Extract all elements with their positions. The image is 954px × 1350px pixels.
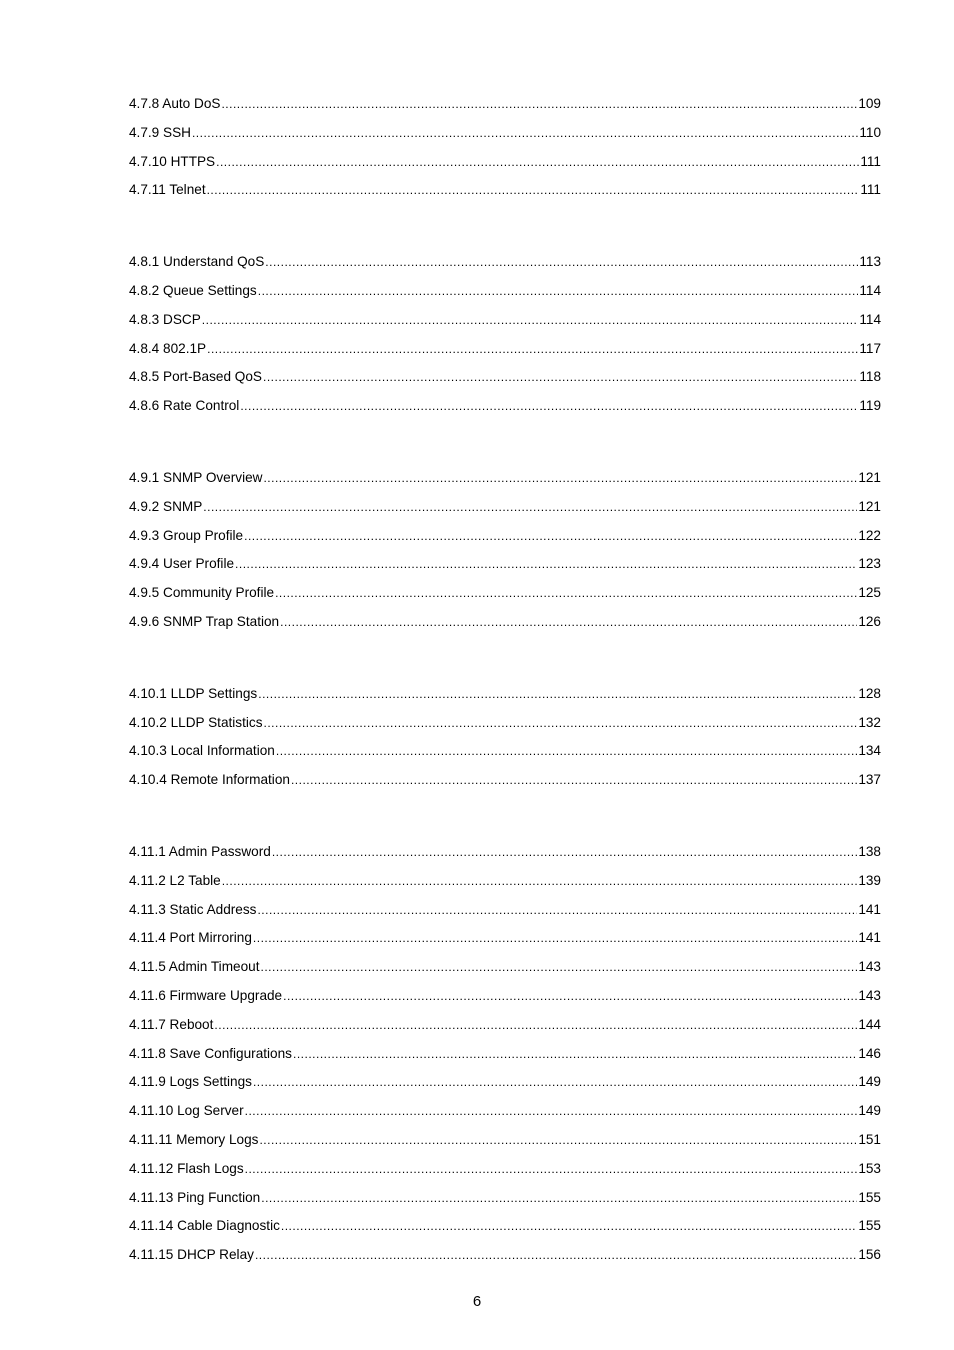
toc-entry-title: 4.11.3 Static Address [129,901,257,917]
toc-entry[interactable] [129,1215,881,1244]
toc-entry-title: 4.9.5 Community Profile [129,585,275,601]
toc-entry-title: 4.11.5 Admin Timeout [129,959,260,975]
toc-dot-leader [244,526,857,547]
toc-entry-title: 4.7.10 HTTPS [129,153,216,169]
toc-entry-title: 4.8.3 DSCP [129,311,201,327]
toc-section [129,467,881,640]
toc-dot-leader [260,957,857,978]
toc-entry[interactable] [129,395,881,424]
toc-entry-page: 111 [860,182,881,198]
toc-dot-leader [207,339,858,360]
toc-section [129,841,881,1273]
toc-entry[interactable] [129,366,881,395]
toc-dot-leader [263,468,857,489]
toc-dot-leader [222,871,858,892]
toc-entry[interactable] [129,1100,881,1129]
toc-entry[interactable] [129,467,881,496]
toc-entry[interactable] [129,151,881,180]
toc-entry-title: 4.11.15 DHCP Relay [129,1247,254,1263]
toc-entry-title: 4.11.7 Reboot [129,1016,214,1032]
toc-entry-page: 149 [858,1074,881,1090]
toc-entry[interactable] [129,927,881,956]
toc-entry-page: 114 [859,311,881,327]
toc-entry-title: 4.11.1 Admin Password [129,843,271,859]
toc-dot-leader [221,94,857,115]
toc-dot-leader [235,554,857,575]
toc-dot-leader [276,741,857,762]
toc-dot-leader [240,396,858,417]
toc-entry-page: 144 [858,1016,881,1032]
toc-entry-page: 143 [858,959,881,975]
toc-dot-leader [214,1015,857,1036]
toc-entry-page: 109 [858,96,881,111]
toc-entry-page: 139 [858,872,881,888]
toc-entry-title: 4.11.6 Firmware Upgrade [129,987,283,1003]
toc-dot-leader [259,1130,857,1151]
toc-entry-page: 146 [858,1045,881,1061]
toc-entry[interactable] [129,899,881,928]
toc-entry-title: 4.8.5 Port-Based QoS [129,369,262,385]
toc-entry-title: 4.9.3 Group Profile [129,527,244,543]
toc-dot-leader [258,684,857,705]
toc-entry-title: 4.10.1 LLDP Settings [129,685,258,701]
toc-entry[interactable] [129,870,881,899]
table-of-contents [129,93,881,1273]
toc-entry-title: 4.7.8 Auto DoS [129,96,221,111]
toc-entry-page: 149 [858,1103,881,1119]
toc-dot-leader [293,1044,857,1065]
toc-dot-leader [272,842,858,863]
toc-entry-page: 125 [858,585,881,601]
toc-dot-leader [202,310,859,331]
toc-dot-leader [275,583,857,604]
toc-entry-page: 123 [858,556,881,572]
toc-entry[interactable] [129,1129,881,1158]
toc-entry-title: 4.11.9 Logs Settings [129,1074,252,1090]
toc-entry[interactable] [129,280,881,309]
toc-entry-page: 137 [858,772,881,788]
toc-dot-leader [281,1216,857,1237]
toc-dot-leader [253,1072,857,1093]
toc-entry[interactable] [129,338,881,367]
toc-entry-title: 4.8.2 Queue Settings [129,282,257,298]
toc-section [129,93,881,208]
toc-dot-leader [257,900,857,921]
toc-entry-page: 121 [858,498,881,514]
toc-entry-page: 121 [858,469,881,485]
toc-entry-title: 4.9.1 SNMP Overview [129,469,263,485]
toc-entry[interactable] [129,251,881,280]
toc-entry-title: 4.11.10 Log Server [129,1103,244,1119]
toc-entry[interactable] [129,122,881,151]
toc-entry-page: 119 [859,398,881,414]
toc-entry[interactable] [129,740,881,769]
toc-entry-page: 111 [860,153,881,169]
toc-entry-page: 155 [858,1218,881,1234]
toc-dot-leader [258,281,859,302]
toc-dot-leader [216,152,859,173]
toc-dot-leader [265,252,858,273]
toc-entry-page: 118 [859,369,881,385]
toc-entry[interactable] [129,769,881,798]
toc-entry[interactable] [129,525,881,554]
toc-dot-leader [203,497,857,518]
toc-entry[interactable] [129,956,881,985]
toc-entry-title: 4.11.12 Flash Logs [129,1160,244,1176]
toc-entry[interactable] [129,309,881,338]
toc-dot-leader [253,928,857,949]
toc-entry-page: 117 [859,340,881,356]
toc-dot-leader [280,612,857,633]
toc-entry-page: 132 [858,714,881,730]
toc-dot-leader [264,713,858,734]
toc-entry-title: 4.7.11 Telnet [129,182,206,198]
toc-entry-title: 4.8.4 802.1P [129,340,207,356]
toc-entry[interactable] [129,1158,881,1187]
toc-entry-title: 4.10.3 Local Information [129,743,275,759]
toc-entry-page: 110 [859,124,881,140]
toc-entry-title: 4.8.1 Understand QoS [129,254,265,270]
toc-dot-leader [283,986,857,1007]
toc-entry-page: 141 [858,930,881,946]
toc-entry[interactable] [129,553,881,582]
toc-entry-page: 138 [858,843,881,859]
toc-entry[interactable] [129,841,881,870]
toc-entry[interactable] [129,985,881,1014]
toc-entry-page: 134 [858,743,881,759]
page-number: 6 [472,1293,482,1310]
toc-entry-page: 141 [858,901,881,917]
toc-entry-title: 4.11.13 Ping Function [129,1189,261,1205]
toc-dot-leader [245,1101,858,1122]
toc-entry-page: 114 [859,282,881,298]
toc-section [129,251,881,424]
toc-dot-leader [192,123,858,144]
toc-dot-leader [291,770,857,791]
toc-entry-title: 4.11.4 Port Mirroring [129,930,252,946]
toc-entry-page: 153 [858,1160,881,1176]
toc-dot-leader [261,1188,857,1209]
toc-entry-title: 4.11.11 Memory Logs [129,1131,259,1147]
toc-entry[interactable] [129,1043,881,1072]
toc-entry-page: 122 [858,527,881,543]
toc-entry[interactable] [129,179,881,208]
toc-entry[interactable] [129,1014,881,1043]
toc-dot-leader [255,1245,857,1266]
toc-entry[interactable] [129,1244,881,1273]
toc-entry-title: 4.9.2 SNMP [129,498,203,514]
toc-entry-title: 4.11.2 L2 Table [129,872,221,888]
toc-entry-page: 143 [858,987,881,1003]
toc-entry[interactable] [129,582,881,611]
toc-dot-leader [263,367,858,388]
toc-entry-title: 4.7.9 SSH [129,124,191,140]
toc-entry[interactable] [129,1187,881,1216]
toc-entry[interactable] [129,712,881,741]
toc-entry-page: 126 [858,613,881,629]
toc-entry-page: 155 [858,1189,881,1205]
toc-entry-page: 151 [858,1131,881,1147]
toc-entry-title: 4.11.14 Cable Diagnostic [129,1218,280,1234]
toc-entry-page: 128 [858,685,881,701]
toc-dot-leader [245,1159,858,1180]
toc-entry-title: 4.10.4 Remote Information [129,772,290,788]
toc-section [129,683,881,798]
toc-entry[interactable] [129,1071,881,1100]
toc-entry[interactable] [129,496,881,525]
toc-entry-title: 4.11.8 Save Configurations [129,1045,292,1061]
toc-entry-title: 4.9.6 SNMP Trap Station [129,613,280,629]
toc-entry-title: 4.9.4 User Profile [129,556,235,572]
toc-dot-leader [207,180,860,201]
toc-entry-title: 4.8.6 Rate Control [129,398,240,414]
toc-entry[interactable] [129,611,881,640]
toc-entry[interactable] [129,93,881,122]
toc-entry[interactable] [129,683,881,712]
toc-entry-title: 4.10.2 LLDP Statistics [129,714,263,730]
toc-entry-page: 156 [858,1247,881,1263]
toc-entry-page: 113 [859,254,881,270]
